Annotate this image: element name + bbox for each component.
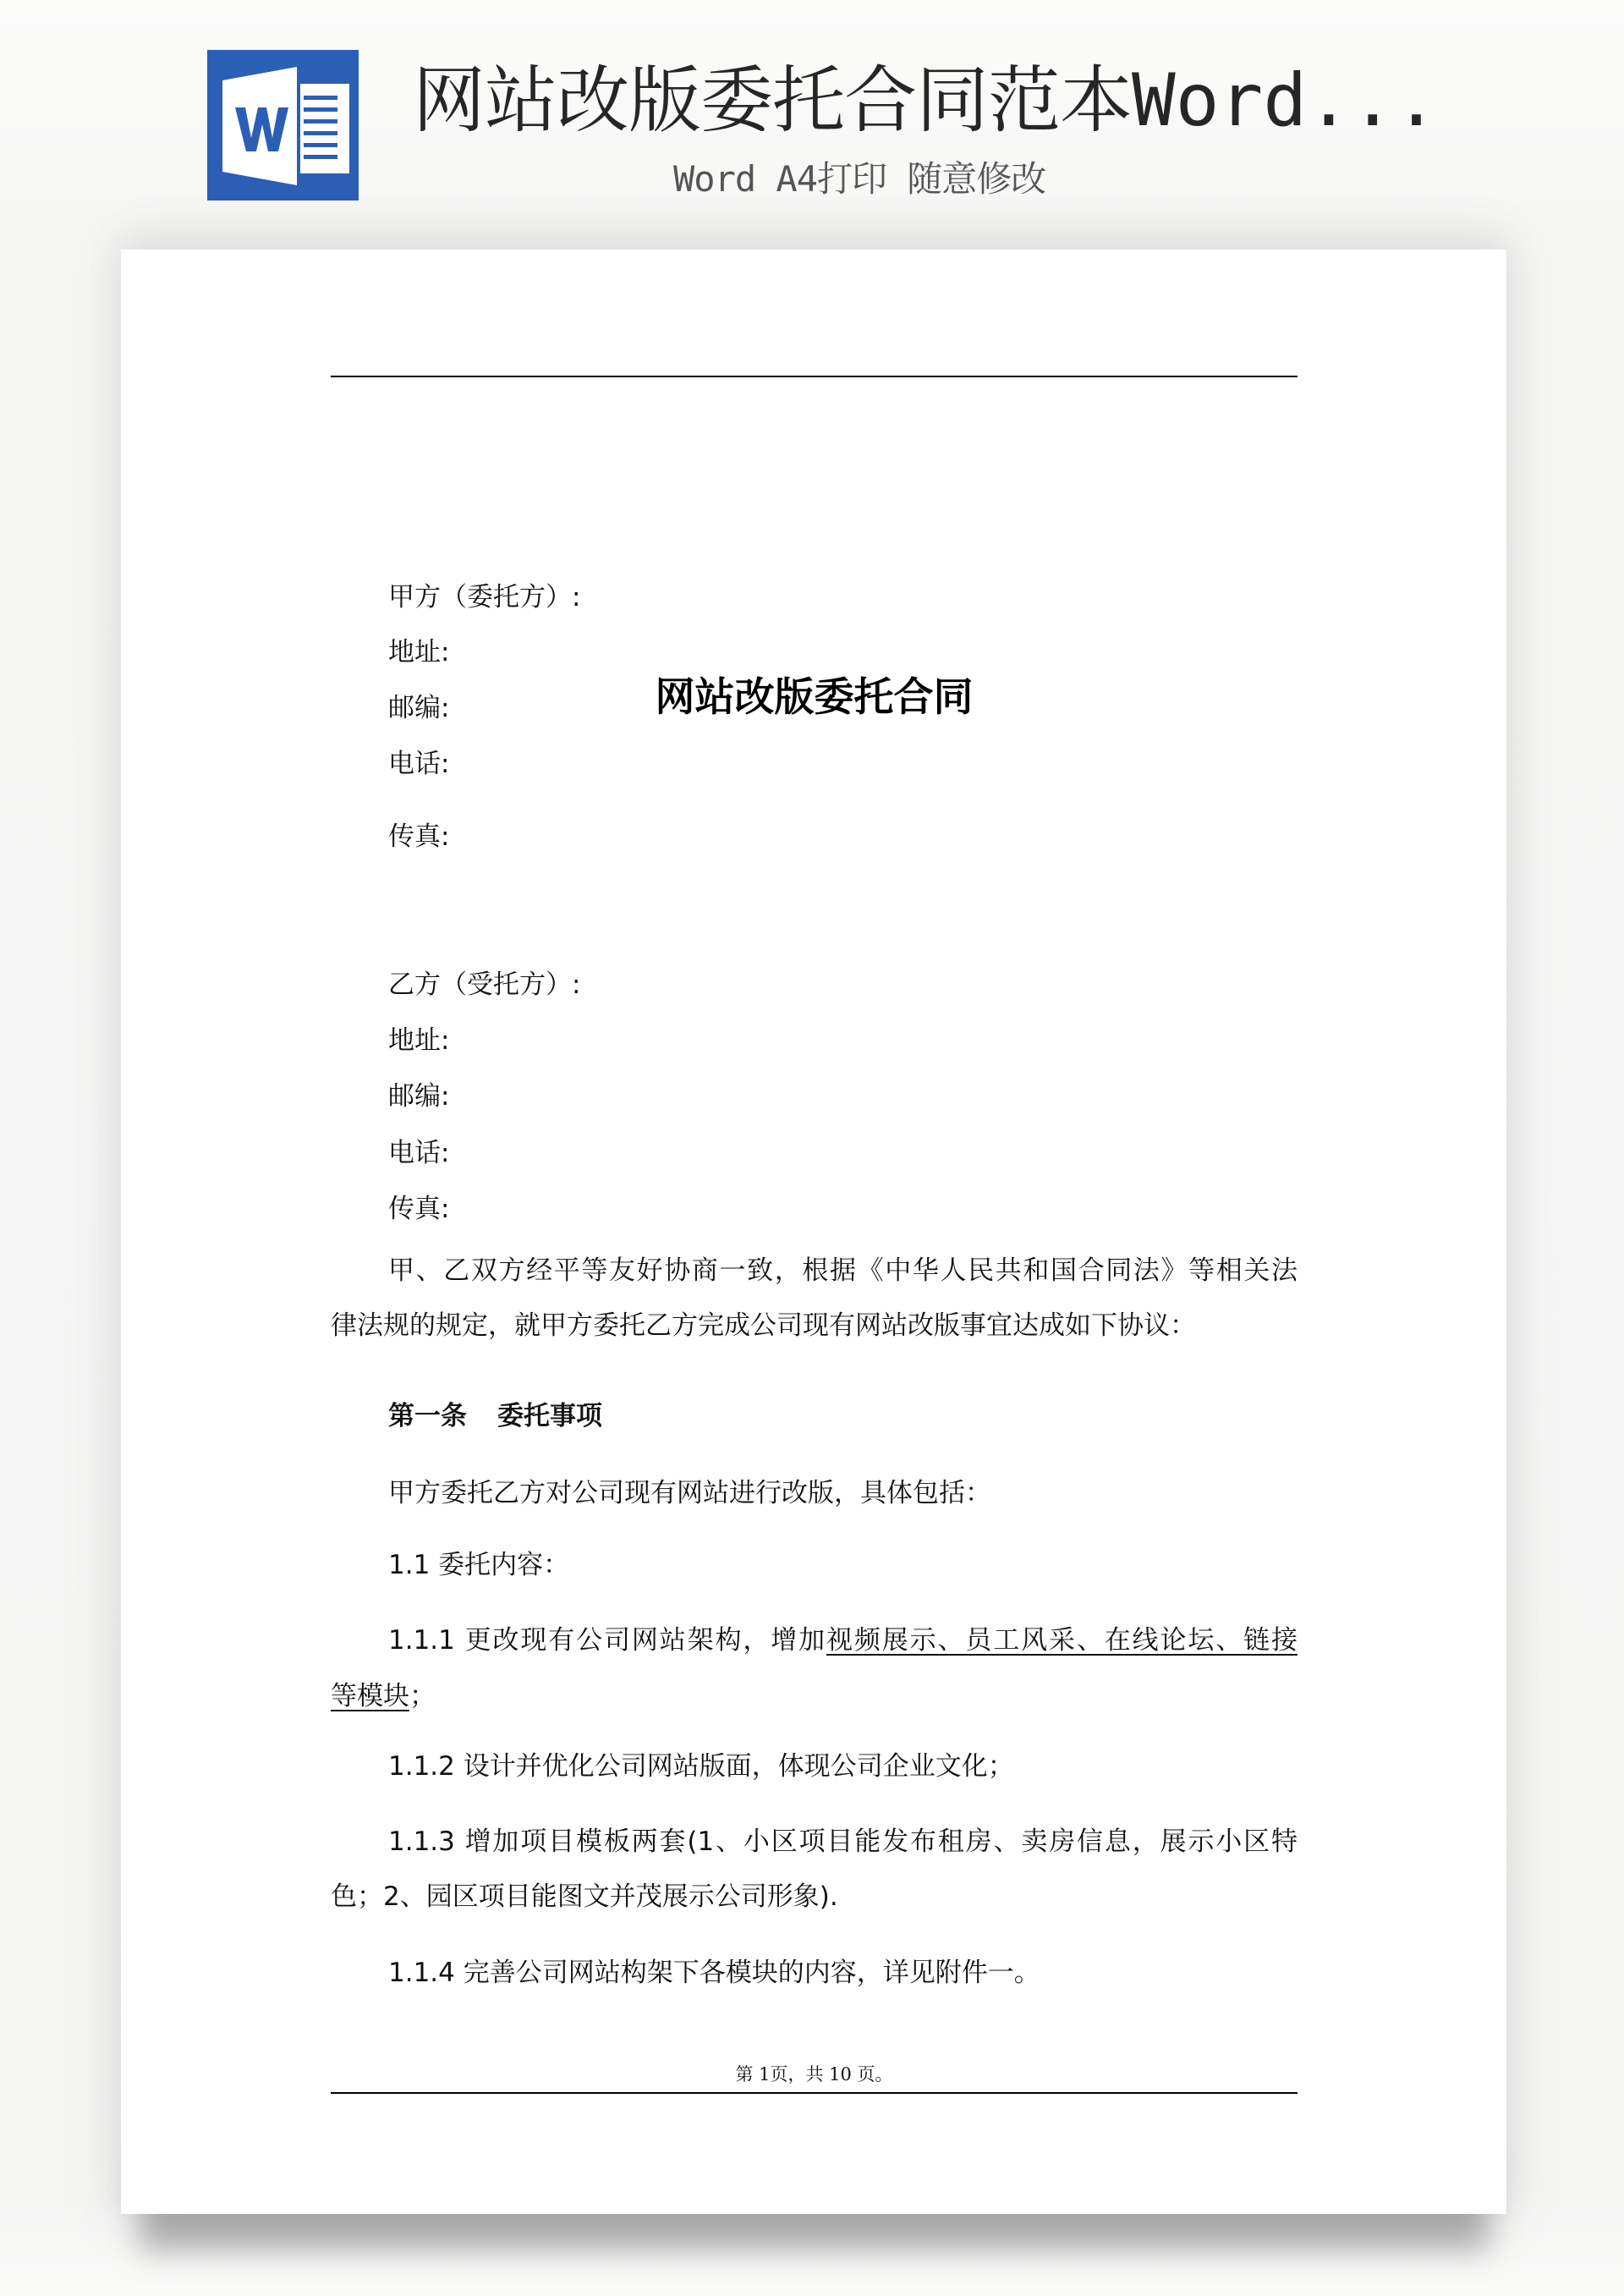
section-1-1: 1.1 委托内容： (388, 1550, 570, 1580)
word-icon (207, 50, 359, 200)
party-a-address: 地址: (388, 637, 450, 667)
party-b-address: 地址: (388, 1025, 450, 1056)
party-b-postcode: 邮编: (388, 1081, 450, 1112)
footer-rule (331, 2092, 1298, 2094)
header-title-latin: Word... (1132, 58, 1439, 143)
header-title (413, 54, 1438, 147)
header-subtitle: Word A4打印 随意修改 (673, 158, 1046, 200)
party-a-postcode: 邮编: (388, 693, 450, 723)
party-b-label: 乙方（受托方）: (388, 969, 581, 1000)
item-1-1-1-modules: 视频展示、员工风采、在线论坛、链接 (826, 1625, 1298, 1656)
word-app-icon (207, 50, 359, 200)
article-1-intro: 甲方委托乙方对公司现有网站进行改版，具体包括： (388, 1478, 991, 1508)
article-1-number: 第一条 (388, 1401, 467, 1431)
item-1-1-1-suffix: ； (409, 1681, 436, 1711)
item-1-1-3-line-1: 1.1.3 增加项目模板两套(1、小区项目能发布租房、卖房信息，展示小区特 (388, 1826, 1298, 1857)
header-title-cjk: 网站改版委托合同范本 (413, 58, 1132, 143)
party-a-phone: 电话: (388, 749, 450, 779)
document-page (121, 250, 1506, 2214)
page-footer: 第 1页，共 10 页。 (735, 2064, 893, 2085)
item-1-1-1-line-1 (331, 1622, 1298, 1659)
party-b-fax: 传真: (388, 1194, 450, 1224)
header-rule (331, 376, 1298, 377)
item-1-1-3-line-2: 色；2、园区项目能图文并茂展示公司形象). (331, 1881, 838, 1912)
article-1-heading (331, 1398, 1298, 1435)
party-b-phone: 电话: (388, 1138, 450, 1168)
article-1-title: 委托事项 (497, 1401, 602, 1431)
preamble-line-1: 甲、乙双方经平等友好协商一致，根据《中华人民共和国合同法》等相关法 (388, 1255, 1298, 1286)
party-a-fax: 传真: (388, 821, 450, 852)
item-1-1-1-line-2 (331, 1678, 1298, 1715)
item-1-1-4: 1.1.4 完善公司网站构架下各模块的内容，详见附件一。 (388, 1958, 1040, 1988)
item-1-1-1-prefix: 1.1.1 更改现有公司网站架构，增加 (388, 1625, 826, 1656)
item-1-1-1-modules-cont: 等模块 (331, 1681, 409, 1711)
party-a-label: 甲方（委托方）: (388, 582, 581, 612)
preamble-line-2: 律法规的规定，就甲方委托乙方完成公司现有网站改版事宜达成如下协议： (331, 1310, 1196, 1341)
document-title: 网站改版委托合同 (655, 674, 974, 721)
item-1-1-2: 1.1.2 设计并优化公司网站版面，体现公司企业文化； (388, 1751, 1014, 1782)
